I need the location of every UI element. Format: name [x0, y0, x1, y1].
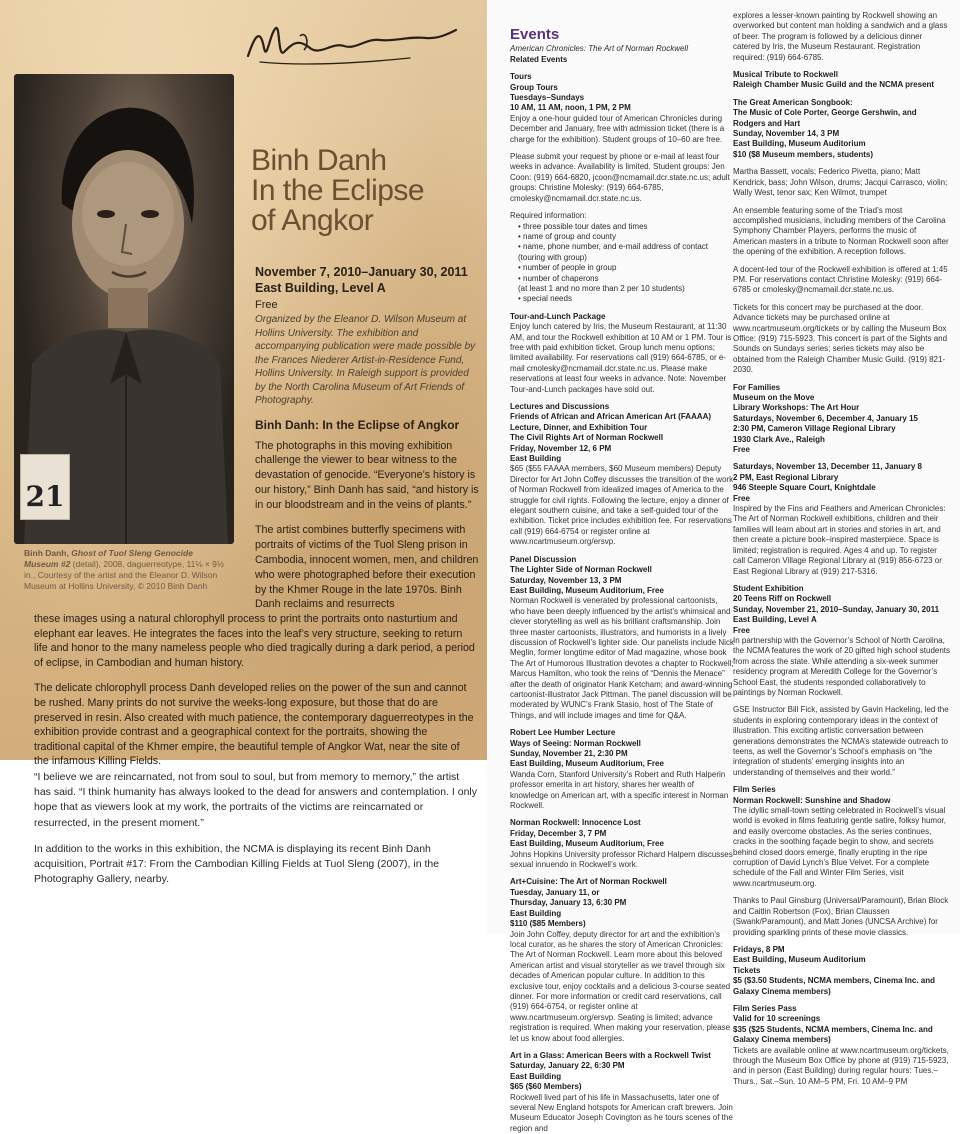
event-description: A docent-led tour of the Rockwell exhibition is offered at 1:45 PM. For reservations contact Christine Molesky: (919) 664-6785 or cmolesky@ncmamail.dcr.state.nc.us. — [733, 264, 948, 295]
event-detail: $65 ($60 Members) — [510, 1082, 582, 1092]
event-detail: The Music of Cole Porter, George Gershwin, and Rodgers and Hart — [733, 108, 917, 128]
event-description: Thanks to Paul Ginsburg (Universal/Paramount), Brian Block and Caitlin Robertson (Fox), Brian Claussen (Swank/Paramount), and Matt Jones (UNCSA Archive) for providing sparkling prints of these movie classics. — [733, 896, 949, 937]
event-detail: 10 AM, 11 AM, noon, 1 PM, 2 PM — [510, 103, 631, 113]
event-description: Required information: — [510, 211, 587, 221]
event-detail: Group Tours — [510, 82, 558, 92]
body-paragraph: these images using a natural chlorophyll process to print the portraits onto nasturtium and elephant ear leaves. He integrates the faces into the leaf’s very structure, seeking to return life and honor to the many nameless people who died tragically during a dark period, a period of eclipse, in Cambodian and human history. — [34, 613, 475, 669]
event-title: For Families — [733, 382, 781, 392]
title-line-artist: Binh Danh — [251, 144, 387, 177]
event-detail: Saturdays, November 6, December 4, January 15 — [733, 413, 918, 423]
title-line-3: of Angkor — [251, 204, 374, 237]
event-detail: Sunday, November 21, 2:30 PM — [510, 749, 628, 758]
event-item — [510, 818, 734, 870]
event-item — [733, 462, 951, 576]
event-item — [733, 303, 951, 376]
event-detail: $10 ($8 Museum members, students) — [733, 149, 874, 159]
event-detail: Sunday, November 14, 3 PM — [733, 129, 840, 139]
event-description: In partnership with the Governor’s School of North Carolina, the NCMA features the work of 20 gifted high school students from across the state. While attending a six-week summer residency program at Meredith College for the Governor’s School East, the students responded collaboratively to paintings by Norman Rockwell. — [733, 635, 951, 697]
events-list — [733, 11, 951, 1087]
event-detail: East Building — [510, 1071, 562, 1081]
event-description: Enjoy a one-hour guided tour of American Chronicles during December and January, free with admission ticket (there is a charge for the exhibition). Student groups of 10–60 are free. — [510, 113, 725, 144]
event-detail: East Building, Level A — [733, 615, 817, 625]
event-detail: Saturday, November 13, 3 PM — [510, 575, 622, 585]
exhibit-page — [0, 0, 487, 935]
event-detail: 2:30 PM, Cameron Village Regional Library — [733, 424, 896, 434]
photo-caption — [24, 548, 229, 592]
event-item — [733, 98, 951, 160]
event-item — [733, 896, 951, 938]
event-detail: Valid for 10 screenings — [733, 1014, 821, 1024]
event-detail: Friday, November 12, 6 PM — [510, 443, 612, 453]
event-title: Robert Lee Humber Lecture — [510, 728, 616, 738]
event-detail: Museum on the Move — [733, 393, 815, 402]
event-item — [510, 72, 734, 145]
event-detail: Thursday, January 13, 6:30 PM — [510, 898, 627, 908]
event-description: The idyllic small-town setting celebrated in Rockwell’s visual world is evoked in films featuring gentle satire, folksy humor, and easily overcome obstacles. As the series continues, cracks in the soothing façade begin to show, and secrets behind closed doors emerge, finally erupting in the ripe corruption of David Lynch’s Blue Velvet. For a complete schedule of the Fall and Winter Film Series, visit www.ncartmuseum.org. — [733, 806, 946, 888]
event-detail: Lecture, Dinner, and Exhibition Tour — [510, 422, 648, 432]
event-item — [733, 206, 951, 258]
event-title: Panel Discussion — [510, 554, 577, 564]
wide-paragraphs — [34, 612, 476, 769]
event-item — [510, 877, 734, 1044]
event-description: explores a lesser-known painting by Rockwell showing an overworked but content man holding a sandwich and a glass of beer. The program is followed by a delicious dinner catered by Iris, the Museum Restaurant. Registration required: (919) 664-6785. — [733, 11, 948, 62]
body-paragraph: The artist combines butterfly specimens with portraits of victims of the Tuol Sleng prison in Cambodia, innocent women, men, and children who were photographed before their execution by the Khmer Rouge in the late 1970s. Binh Danh reclaims and resurrects — [255, 524, 479, 611]
requirements-list — [518, 222, 734, 305]
event-item — [733, 167, 951, 198]
event-item — [733, 383, 951, 456]
organized-by-credit: Organized by the Eleanor D. Wilson Museum at Hollins University. The exhibition and accompanying publication were made possible by the Frances Niederer Artist-in-Residence Fund, Hollins University. In Raleigh support is provided by the North Carolina Museum of Art Friends of Photography. — [255, 314, 476, 406]
requirement-item: • name of group and county — [518, 231, 616, 241]
event-title: Film Series — [733, 785, 776, 795]
event-title: The Great American Songbook: — [733, 97, 853, 107]
requirement-item: • three possible tour dates and times — [518, 221, 648, 231]
event-detail: $110 ($85 Members) — [510, 919, 586, 929]
exhibit-info — [255, 264, 480, 612]
events-page — [487, 0, 960, 1133]
event-title: Art+Cuisine: The Art of Norman Rockwell — [510, 877, 667, 887]
event-description: $65 ($55 FAAAA members, $60 Museum members) Deputy Director for Art John Coffey discusses the transition of the work of Norman Rockwell from idealized images of America to the struggle for civil rights. Following the lecture, enjoy a dinner of elegant southern cuisine, and take a self-guided tour of the exhibition. Ticket price includes exhibition fee. For reservations call (919) 664-6754 or register online at www.ncartmuseum.org/ersvp. — [510, 464, 734, 547]
event-description: Rockwell lived part of his life in Massachusetts, later one of several New England hotspots for American craft brewers. Join Museum Educator Joseph Covington as he tours scenes of the region and — [510, 1092, 733, 1133]
event-detail: The Lighter Side of Norman Rockwell — [510, 565, 652, 575]
event-detail: East Building, Museum Auditorium — [733, 139, 866, 149]
event-detail: Free — [733, 493, 750, 503]
event-description: Tickets are available online at www.ncartmuseum.org/tickets, through the Museum Box Office by phone at (919) 715-5923, and in person (East Building) during regular hours: Tues.–Thurs., Sat.–Sun. 10 AM–5 PM, Fri. 10 AM–9 PM — [733, 1045, 949, 1086]
section-heading: Binh Danh: In the Eclipse of Angkor — [255, 417, 460, 432]
event-detail: 1930 Clark Ave., Raleigh — [733, 434, 825, 444]
event-item — [510, 402, 734, 548]
event-item — [510, 555, 734, 722]
event-detail: 2 PM, East Regional Library — [733, 472, 839, 482]
event-item — [733, 705, 951, 778]
event-title: Lectures and Discussions — [510, 402, 610, 411]
event-detail: 946 Steeple Square Court, Knightdale — [733, 483, 876, 493]
prisoner-number-tag: 21 — [20, 454, 70, 520]
event-description: Enjoy lunch catered by Iris, the Museum Restaurant, at 11:30 AM, and tour the Rockwell exhibition at 10 AM or 1 PM. Tour is free with paid exhibition ticket. Group lunch menu options; limited availability. For reservations call (919) 664-6785, or e-mail cmolesky@ncmamail.dcr.state.nc.us. Please make reservations at least four weeks in advance. Note: November Tour-and-Lunch packages have sold out. — [510, 322, 732, 394]
related-events-label: Related Events — [510, 54, 568, 64]
events-heading: Events — [510, 26, 560, 43]
event-detail: Friday, December 3, 7 PM — [510, 828, 607, 838]
event-description: Johns Hopkins University professor Richard Halpern discusses sexual innuendo in Rockwell’s work. — [510, 849, 733, 870]
caption-details: (detail), 2008, daguerreotype, 11⅛ × 9½ in., Courtesy of the artist and the Eleanor D. Wilson Museum at Hollins University, © 2010 Binh Danh — [24, 559, 224, 591]
exhibit-venue: East Building, Level A — [255, 281, 386, 295]
events-column-1 — [510, 14, 734, 1134]
event-description: An ensemble featuring some of the Triad’s most accomplished musicians, including members of the Carolina Symphony Chamber Players, performs the music of American masters in a tribute to Norman Rockwell soon after the opening of the exhibition. A reception follows. — [733, 205, 949, 257]
event-item — [733, 785, 951, 889]
event-description: Inspired by the Fins and Feathers and American Chronicles: The Art of Norman Rockwell exhibitions, children and their families will learn about art in stories and stories in art, and then create a picture book–inspired masterpiece. Space is limited; registration is required. Ages 4 and up. To register call Cameron Village Regional Library at (919) 856-6723 or East Regional Library at (919) 217-5316. — [733, 504, 946, 576]
caption-artist: Binh Danh, — [24, 548, 69, 558]
requirement-item: • number of chaperons — [518, 273, 599, 283]
event-detail: Tickets — [733, 965, 761, 975]
event-description: GSE Instructor Bill Fick, assisted by Gavin Hackeling, led the students in exploring contemporary ideas in the context of illustration. This exciting artistic conversation between generations demonstrates the NCMA’s statewide outreach to teens, as well the Governor’s School’s emphasis on “the integration of students’ emerging insights into an understanding of themselves and their world.” — [733, 705, 949, 777]
event-description: Tickets for this concert may be purchased at the door. Advance tickets may be purchased online at www.ncartmuseum.org/tickets or by calling the Museum Box Office: (919) 715-5923. This concert is part of the Sights and Sounds on Sundays series; series tickets may also be obtained from the Raleigh Chamber Music Guild. (919) 821-2030. — [733, 302, 948, 375]
event-item — [733, 70, 951, 91]
event-detail: $5 ($3.50 Students, NCMA members, Cinema Inc. and Galaxy Cinema members) — [733, 976, 935, 996]
event-item — [510, 312, 734, 395]
event-detail: Sunday, November 21, 2010–Sunday, January 30, 2011 — [733, 604, 940, 614]
event-detail: East Building, Museum Auditorium — [733, 955, 866, 965]
event-item — [733, 265, 951, 296]
event-detail: Ways of Seeing: Norman Rockwell — [510, 738, 641, 748]
event-title: Tours — [510, 72, 532, 82]
event-detail: Friends of African and African American Art (FAAAA) — [510, 412, 712, 422]
event-detail: Saturdays, November 13, December 11, January 8 — [733, 462, 922, 472]
event-detail: East Building, Museum Auditorium, Free — [510, 759, 664, 769]
requirement-item: (touring with group) — [518, 252, 587, 262]
event-description: Wanda Corn, Stanford University’s Robert and Ruth Halperin professor emerita in art history, shares her wealth of knowledge on American art, with a specific interest in Norman Rockwell. — [510, 769, 729, 811]
event-detail: Free — [733, 625, 750, 635]
event-detail: Library Workshops: The Art Hour — [733, 403, 860, 413]
event-title: Art in a Glass: American Beers with a Rockwell Twist — [510, 1050, 711, 1060]
event-item — [733, 1004, 951, 1087]
artist-signature — [240, 8, 460, 73]
parchment-background — [0, 0, 487, 768]
event-detail: 20 Teens Riff on Rockwell — [733, 594, 832, 604]
requirement-item: (at least 1 and no more than 2 per 10 students) — [518, 283, 685, 293]
event-description: Norman Rockwell is venerated by professional cartoonists, who have been deeply influenced by the artist’s whimsical and clever storytelling as well as his brilliant craftsmanship. Join three master cartoonists, illustrators, and humorists in a lively discussion of Rockwell’s lighter side. Our panelists include Nick Meglin, former longtime editor of Mad magazine, whose book The Art of Humorous Illustration devotes a chapter to Rockwell; Marcus Hamilton, who took the reins of “Dennis the Menace” after the death of originator Hank Ketcham; and award-winning cartoonist-illustrator Jack Pittman. The panel discussion will be moderated by WUNC’s Frank Stasio, host of The State of Things, and will include images and time for Q&A. — [510, 596, 734, 720]
events-list — [510, 72, 734, 1134]
event-detail: $35 ($25 Students, NCMA members, Cinema Inc. and Galaxy Cinema members) — [733, 1024, 933, 1045]
artist-quote: “I believe we are reincarnated, not from soul to soul, but from memory to memory,” the artist has said. “I think humanity has always looked to the dead for answers and contemplation. I only hope that as viewers look at my work, the portraits of the victims are reincarnated or resurrected, in the present moment.” — [34, 771, 477, 829]
event-detail: Tuesday, January 11, or — [510, 887, 600, 897]
event-title: Musical Tribute to Rockwell — [733, 70, 838, 80]
portrait-photo — [14, 74, 234, 544]
caption-title: Ghost of Tuol Sleng Genocide Museum #2 — [24, 548, 193, 569]
event-detail: Tuesdays–Sundays — [510, 93, 585, 103]
event-item — [733, 584, 951, 698]
event-title: Film Series Pass — [733, 1003, 797, 1013]
exhibit-dates: November 7, 2010–January 30, 2011 — [255, 265, 468, 279]
title-line-2: In the Eclipse — [251, 174, 425, 207]
event-detail: The Civil Rights Art of Norman Rockwell — [510, 433, 664, 443]
event-detail: East Building, Museum Auditorium, Free — [510, 839, 664, 849]
body-paragraph: The photographs in this moving exhibition challenge the viewer to bear witness to the devastation of genocide. “Everyone’s history is our history,” Binh Danh has said, “and history is in our bloodstream and in the veins of plants.” — [255, 439, 479, 511]
event-detail: Norman Rockwell: Sunshine and Shadow — [733, 795, 891, 805]
events-column-2 — [733, 4, 951, 1087]
requirement-item: • name, phone number, and e-mail address of contact — [518, 242, 709, 252]
event-item — [733, 945, 951, 997]
event-detail: Raleigh Chamber Music Guild and the NCMA present — [733, 80, 935, 90]
event-title: Fridays, 8 PM — [733, 944, 785, 954]
event-detail: Free — [733, 445, 750, 455]
event-detail: East Building, Museum Auditorium, Free — [510, 585, 664, 595]
events-subtitle: American Chronicles: The Art of Norman Rockwell — [510, 44, 688, 54]
event-detail: East Building — [510, 908, 562, 918]
event-description: Martha Bassett, vocals; Federico Pivetta, piano; Matt Kendrick, bass; John Wilson, drums; Jacqui Carrasco, violin; Wally West, tenor sax; Ken Wilmot, trumpet — [733, 167, 948, 198]
exhibit-title — [251, 146, 479, 236]
quote-section — [34, 770, 479, 887]
event-detail: East Building — [510, 454, 562, 464]
requirement-item: • number of people in group — [518, 263, 617, 273]
event-item — [733, 11, 951, 63]
event-description: Please submit your request by phone or e-mail at least four weeks in advance. Availability is limited. Student groups: Jen Coon: (919) 664-6820, jcoon@ncmamail.dcr.state.nc.us; adult groups: Christine Molesky: (919) 664-6785, cmolesky@ncmamail.dcr.state.nc.us. — [510, 152, 730, 203]
body-paragraph: The delicate chlorophyll process Danh developed relies on the power of the sun and cannot be rushed. Many prints do not survive the weeks-long exposure, but those that do are preserved in resin. Also created with much patience, the contemporary daguerreotypes in the exhibition provide contrast and a geographical context for the portraits, showing the traditional capital of the Khmer empire, the beautiful temple of Angkor Wat, near the site of the infamous Killing Fields. — [34, 682, 474, 768]
event-description: Join John Coffey, deputy director for art and the exhibition’s local curator, as he shares the story of American Chronicles: The Art of Norman Rockwell. Learn more about this beloved American artist and visual storyteller as we travel through six decades of American popular culture. In addition to this exclusive tour, enjoy cocktails and a delicious 3-course seated dinner. For more information or credit card reservations, call (919) 664-6754, or register online at www.ncartmuseum.org/ersvp. Seating is limited; advance registration is required. When making your reservation, please let us know about food allergies. — [510, 929, 731, 1043]
event-title: Student Exhibition — [733, 583, 804, 593]
event-item — [510, 211, 734, 305]
event-item — [510, 152, 734, 204]
event-title: Norman Rockwell: Innocence Lost — [510, 818, 641, 828]
exhibit-admission: Free — [255, 299, 278, 311]
event-detail: Saturday, January 22, 6:30 PM — [510, 1061, 625, 1071]
requirement-item: • special needs — [518, 294, 572, 304]
event-item — [510, 728, 734, 811]
event-item — [510, 1051, 734, 1134]
event-title: Tour-and-Lunch Package — [510, 311, 606, 321]
acquisition-note: In addition to the works in this exhibition, the NCMA is displaying its recent Binh Danh acquisition, Portrait #17: From the Cambodian Killing Fields at Tuol Sleng (2007), in the Photography Gallery, nearby. — [34, 842, 440, 886]
